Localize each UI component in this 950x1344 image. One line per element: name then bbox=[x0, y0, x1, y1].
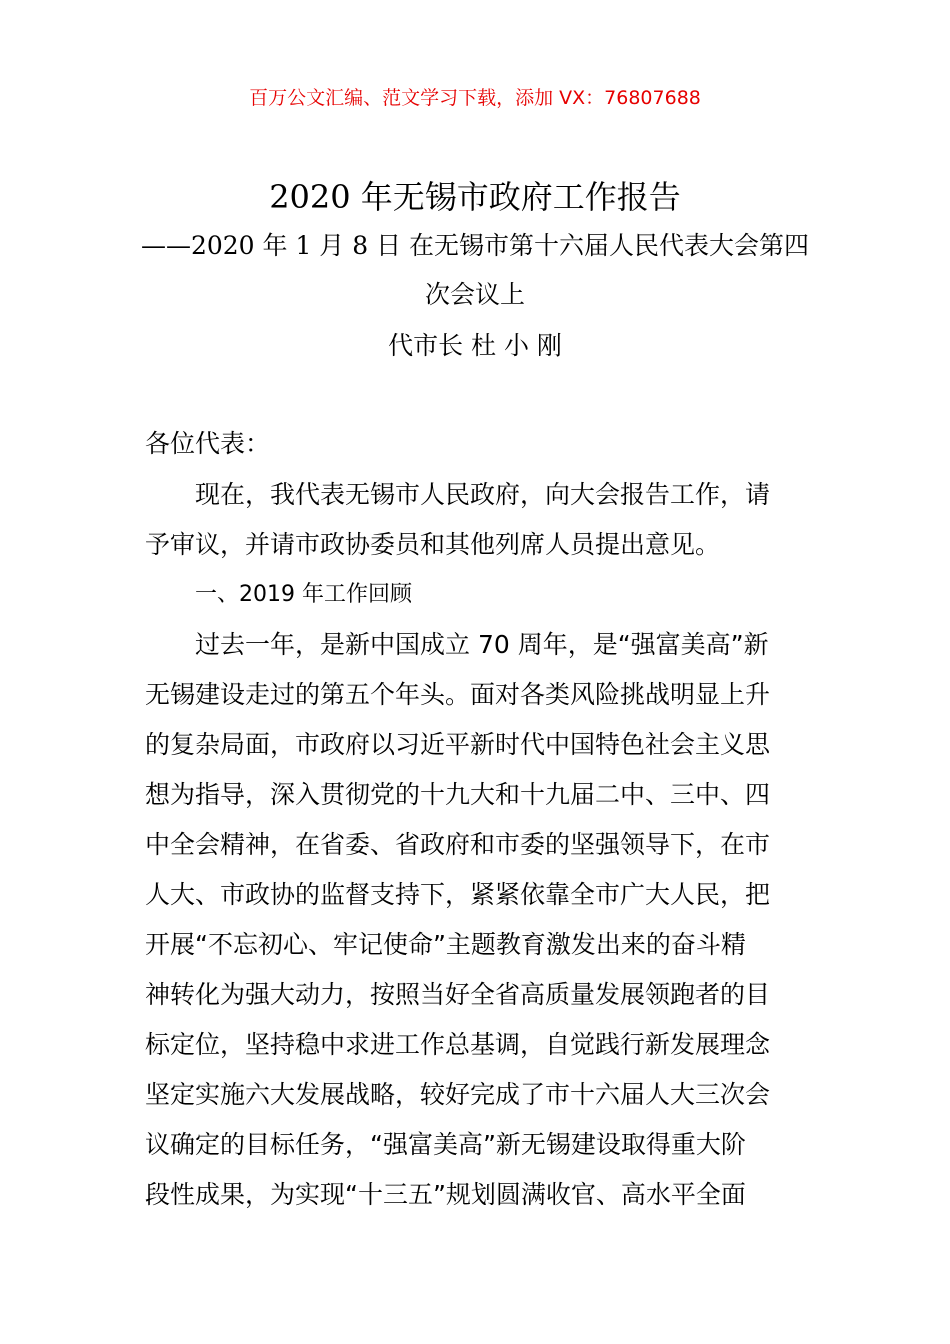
subtitle-line-1: ——2020 年 1 月 8 日 在无锡市第十六届人民代表大会第四 bbox=[140, 231, 810, 260]
paragraph-line: 现在，我代表无锡市人民政府，向大会报告工作，请 bbox=[195, 480, 771, 509]
paragraph-line: 标定位，坚持稳中求进工作总基调，自觉践行新发展理念 bbox=[145, 1030, 771, 1059]
paragraph-line: 坚定实施六大发展战略，较好完成了市十六届人大三次会 bbox=[145, 1080, 771, 1109]
paragraph-line: 过去一年，是新中国成立 70 周年，是“强富美高”新 bbox=[195, 630, 769, 659]
author-line: 代市长 杜 小 刚 bbox=[388, 331, 562, 360]
section-heading: 一、2019 年工作回顾 bbox=[195, 582, 412, 607]
paragraph-line: 无锡建设走过的第五个年头。面对各类风险挑战明显上升 bbox=[145, 680, 771, 709]
subtitle-line-2: 次会议上 bbox=[424, 280, 525, 309]
paragraph-line: 人大、市政协的监督支持下，紧紧依靠全市广大人民，把 bbox=[145, 880, 771, 909]
watermark-banner: 百万公文汇编、范文学习下载，添加 VX：76807688 bbox=[249, 87, 701, 109]
paragraph-line: 的复杂局面，市政府以习近平新时代中国特色社会主义思 bbox=[145, 730, 771, 759]
document-title: 2020 年无锡市政府工作报告 bbox=[269, 178, 681, 216]
salutation: 各位代表： bbox=[145, 429, 271, 458]
paragraph-line: 中全会精神，在省委、省政府和市委的坚强领导下，在市 bbox=[145, 830, 771, 859]
paragraph-line: 予审议，并请市政协委员和其他列席人员提出意见。 bbox=[145, 530, 721, 559]
paragraph-line: 开展“不忘初心、牢记使命”主题教育激发出来的奋斗精 bbox=[145, 930, 746, 959]
paragraph-line: 段性成果，为实现“十三五”规划圆满收官、高水平全面 bbox=[145, 1180, 746, 1209]
paragraph-line: 议确定的目标任务，“强富美高”新无锡建设取得重大阶 bbox=[145, 1130, 746, 1159]
paragraph-line: 神转化为强大动力，按照当好全省高质量发展领跑者的目 bbox=[145, 980, 771, 1009]
paragraph-line: 想为指导，深入贯彻党的十九大和十九届二中、三中、四 bbox=[145, 780, 771, 809]
